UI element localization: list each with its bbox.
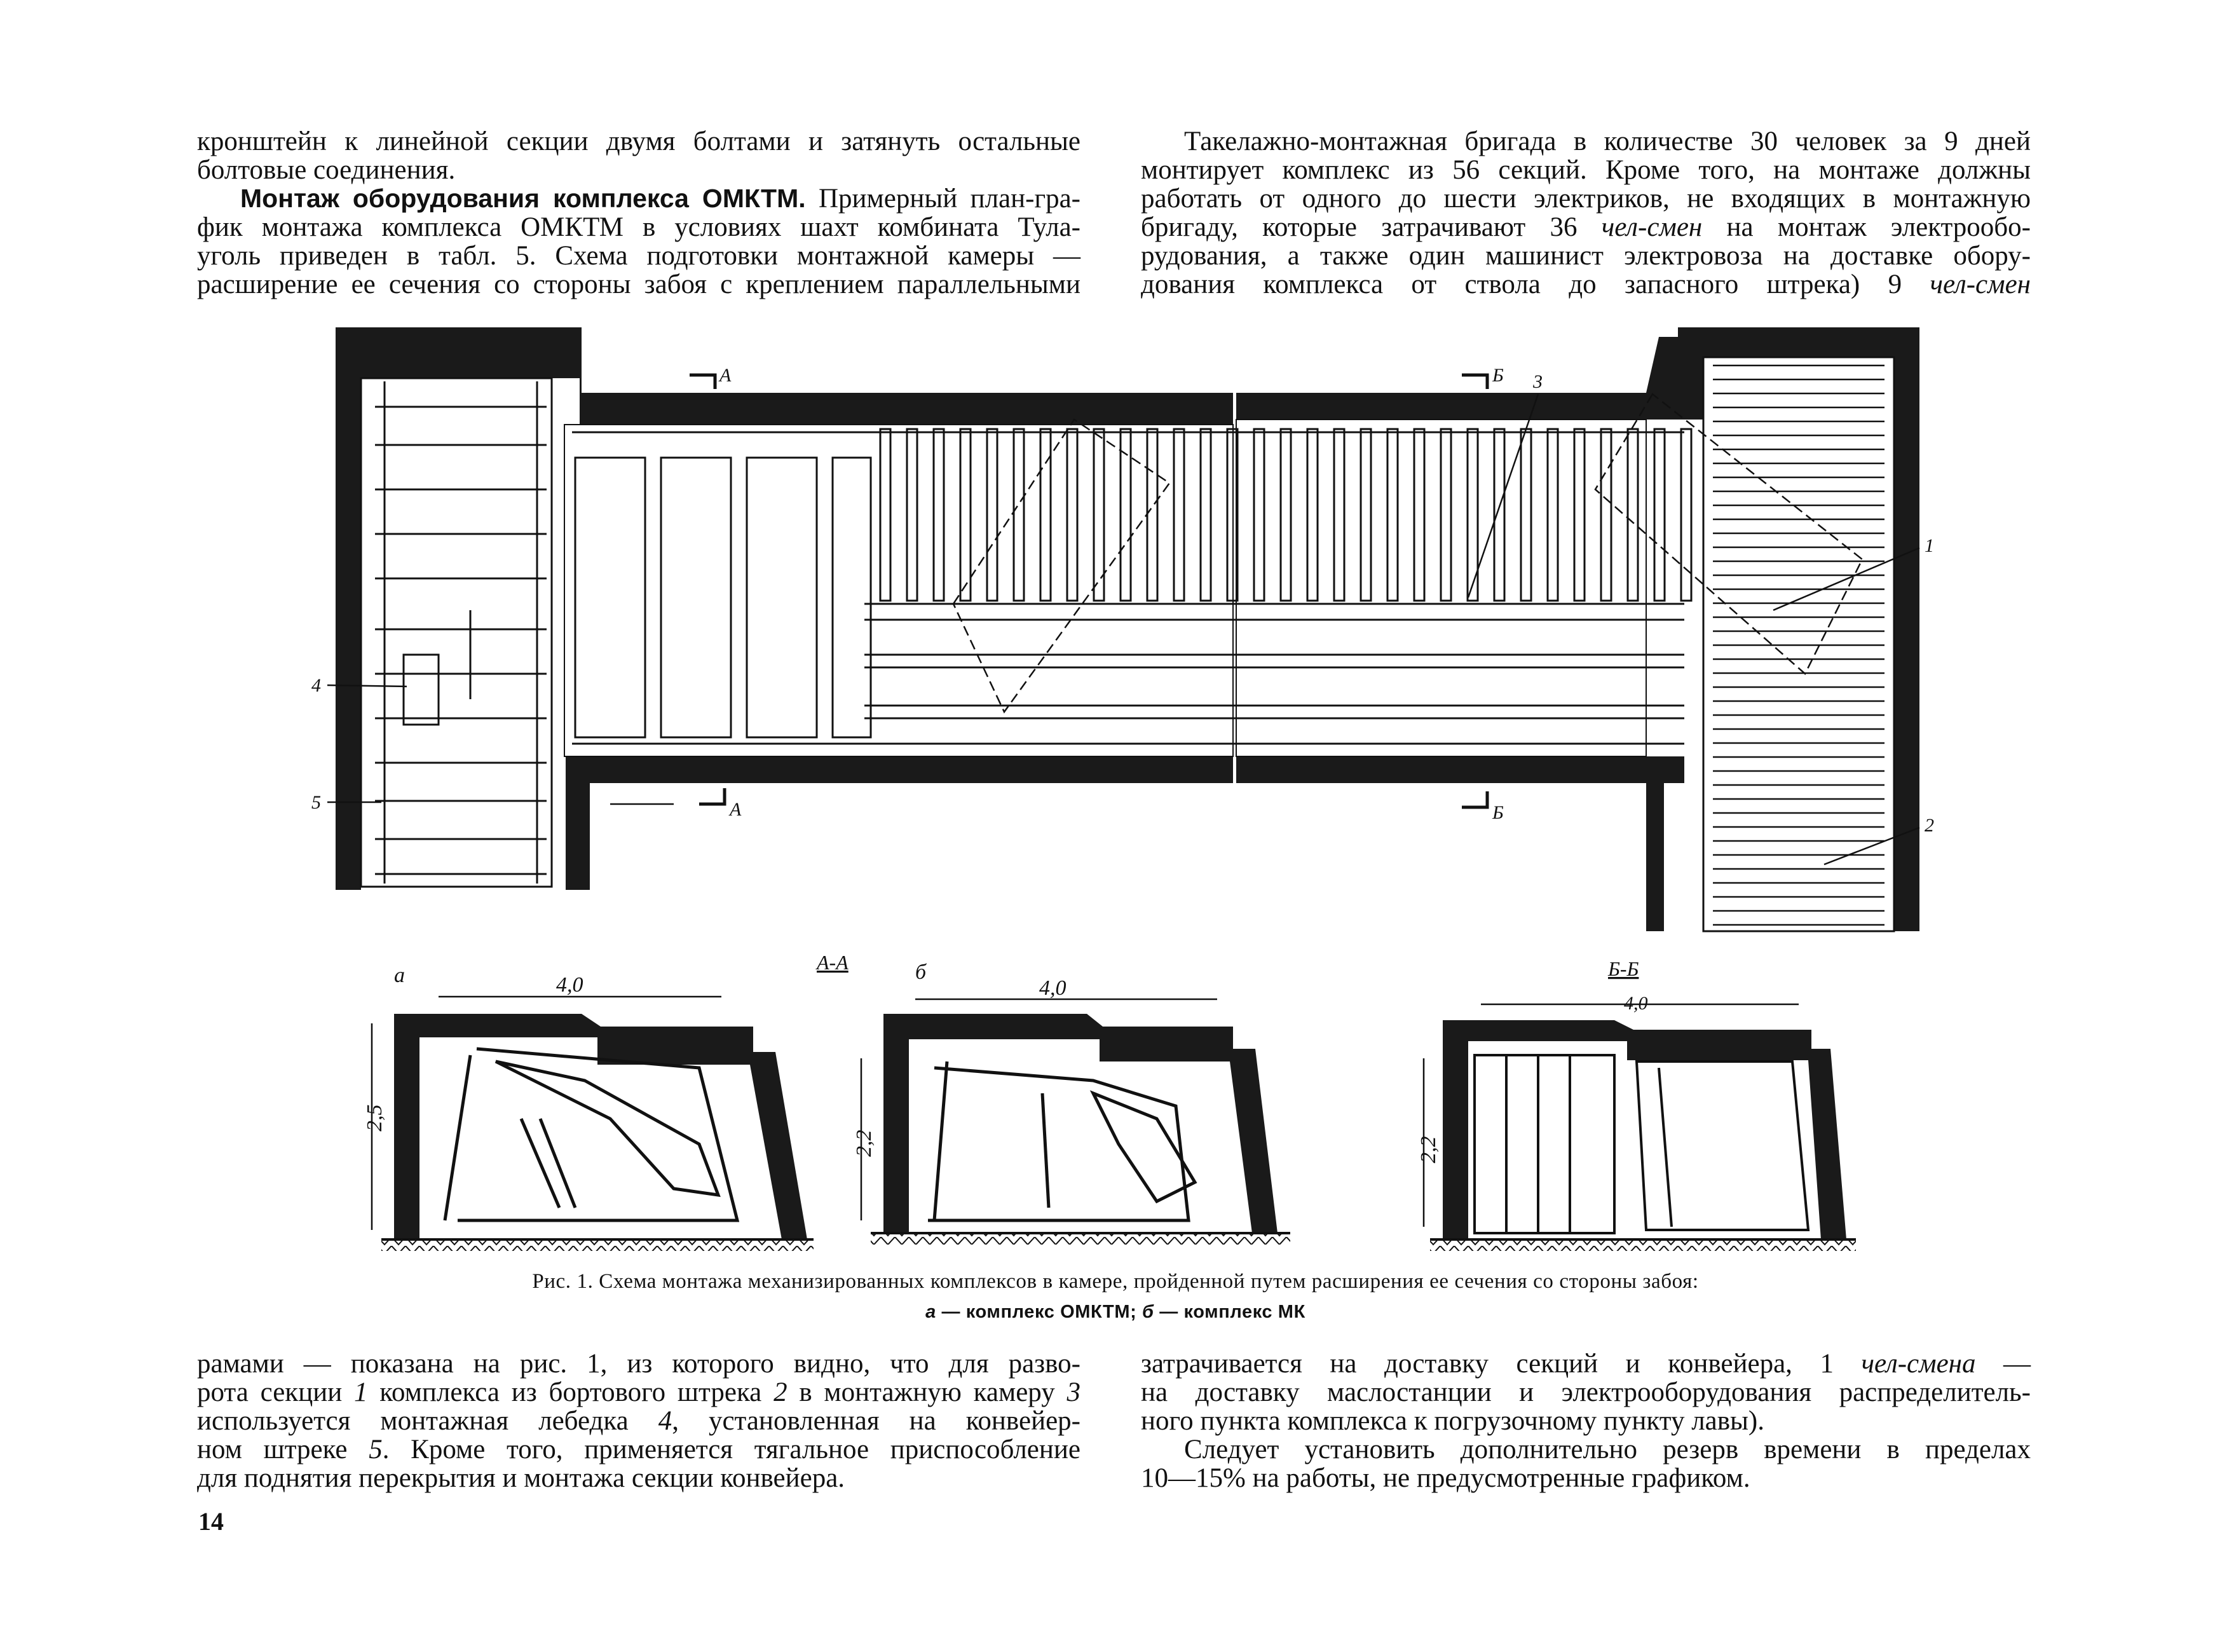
support-prop (1387, 429, 1398, 601)
text-run: — (1975, 1349, 2031, 1379)
support-prop (1281, 429, 1291, 601)
section-mark-a: А (719, 365, 732, 386)
support-props (880, 429, 1691, 601)
support-prop (1681, 429, 1691, 601)
section-mark-b: Б (1492, 802, 1504, 823)
text-column-bottom-left (197, 1349, 1080, 1492)
section-title-bb: Б-Б (1608, 957, 1639, 980)
caption-text: — комплекс МК (1154, 1302, 1305, 1322)
paragraph-line: болтовые соединения. (197, 155, 456, 185)
section-bb-height: 2,2 (1417, 1136, 1440, 1163)
support-prop (1254, 429, 1264, 601)
italic-ref: 1 (354, 1377, 368, 1407)
run-in-heading: Монтаж оборудования комплекса ОМКТМ. (240, 184, 806, 213)
figure-caption (337, 1266, 1894, 1327)
support-prop (1414, 429, 1424, 601)
paragraph-line (197, 1378, 1080, 1407)
callout-2: 2 (1925, 815, 1934, 836)
section-bb-width: 4,0 (1624, 993, 1648, 1014)
paragraph-line: Такелажно-монтажная бригада в количестве 30 человек за 9 дней (1184, 126, 2031, 156)
paragraph-line (197, 1435, 1080, 1464)
paragraph-line: для поднятия перекрытия и монтажа секции конвейера. (197, 1463, 845, 1493)
support-prop (1601, 429, 1611, 601)
paragraph-line: кронштейн к линейной секции двумя болтами и затянуть остальные (197, 126, 1080, 156)
section-mark-b: Б (1492, 365, 1504, 386)
text-run: ном штреке (197, 1435, 369, 1464)
italic-ref: 2 (774, 1377, 787, 1407)
text-run: дования комплекса от ствола до запасного штрека) 9 (1141, 270, 1930, 299)
italic-ref: 4 (658, 1406, 672, 1436)
text-run: рота секции (197, 1377, 355, 1407)
section-a-height: 2,5 (363, 1104, 386, 1131)
text-column-bottom-right (1141, 1349, 2031, 1492)
section-b-width: 4,0 (1039, 976, 1067, 1000)
text-run: используется монтажная лебедка (197, 1406, 658, 1436)
support-prop (1574, 429, 1585, 601)
callout-1: 1 (1925, 535, 1934, 556)
plan-outline-left (336, 327, 1233, 887)
text-run: бригаду, которые затрачивают 36 (1141, 212, 1602, 242)
paragraph-line: расширение ее сечения со стороны забоя с креплением параллельными (197, 270, 1080, 299)
support-prop (1201, 429, 1211, 601)
text-run: комплекса из бортового штрека (367, 1377, 774, 1407)
paragraph-line: монтирует комплекс из 56 секций. Кроме того, на монтаже должны (1141, 155, 2031, 185)
section-a-letter: а (394, 964, 405, 987)
support-prop (1548, 429, 1558, 601)
support-prop (1654, 429, 1665, 601)
callout-3: 3 (1533, 371, 1543, 392)
text-run: затрачивается на доставку секций и конвейера, 1 (1141, 1349, 1862, 1379)
section-a-width: 4,0 (556, 973, 583, 997)
text-run: , установленная на конвейер- (672, 1406, 1080, 1436)
support-prop (987, 429, 997, 601)
support-prop (1361, 429, 1371, 601)
paragraph-line: Следует установить дополнительно резерв времени в пределах (1184, 1435, 2031, 1464)
support-prop (1067, 429, 1077, 601)
page-number: 14 (198, 1507, 224, 1536)
italic-term: чел-смен (1601, 212, 1703, 242)
support-prop (1174, 429, 1184, 601)
caption-legend (337, 1297, 1894, 1327)
paragraph-line (197, 1407, 1080, 1435)
italic-term: чел-смен (1930, 270, 2031, 299)
text-run: на монтаж электрообо- (1702, 212, 2031, 242)
section-title-aa: А-А (817, 951, 849, 974)
cross-section-a (363, 964, 814, 1251)
support-prop (934, 429, 944, 601)
paragraph-line: рамами — показана на рис. 1, из которого видно, что для разво- (197, 1349, 1080, 1379)
support-prop (1441, 429, 1451, 601)
plan-outline-right-bottom (1236, 756, 1684, 931)
support-prop (1014, 429, 1024, 601)
plan-outline-left-bottom (336, 756, 1233, 890)
section-b-letter: б (915, 960, 927, 984)
italic-term: чел-смена (1861, 1349, 1976, 1379)
callout-5: 5 (311, 792, 321, 813)
paragraph-line: рудования, а также один машинист электровоза на доставке обору- (1141, 241, 2031, 271)
section-b-height: 2,2 (852, 1130, 876, 1157)
italic-ref: 5 (369, 1435, 383, 1464)
support-prop (907, 429, 917, 601)
paragraph-line: фик монтажа комплекса ОМКТМ в условиях шахт комбината Тула- (197, 212, 1080, 242)
support-prop (1334, 429, 1344, 601)
paragraph-line: работать от одного до шести электриков, не входящих в монтажную (1141, 184, 2031, 214)
support-prop (1307, 429, 1318, 601)
paragraph-line: на доставку маслостанции и электрооборудования распределитель- (1141, 1377, 2031, 1407)
caption-letter: б (1142, 1302, 1154, 1322)
paragraph-line (1141, 1349, 2031, 1378)
support-prop (1521, 429, 1531, 601)
caption-text: — комплекс ОМКТМ; (936, 1302, 1143, 1322)
paragraph-text: Примерный план-гра- (805, 184, 1080, 214)
text-run: в монтажную камеру (787, 1377, 1067, 1407)
paragraph-line: уголь приведен в табл. 5. Схема подготовки монтажной камеры — (197, 241, 1080, 271)
support-prop (1040, 429, 1051, 601)
cross-section-b (852, 960, 1290, 1245)
support-prop (880, 429, 890, 601)
support-prop (1628, 429, 1638, 601)
paragraph-line: 10—15% на работы, не предусмотренные графиком. (1141, 1463, 1750, 1493)
italic-ref: 3 (1067, 1377, 1081, 1407)
caption-letter: а (925, 1302, 936, 1322)
support-prop (960, 429, 971, 601)
plan-view (311, 327, 1934, 931)
callout-4: 4 (311, 675, 321, 696)
cross-section-bb (1417, 993, 1856, 1251)
caption-main: Рис. 1. Схема монтажа механизированных комплексов в камере, пройденной путем расширения ее сечения со стороны забоя: (532, 1270, 1699, 1293)
section-mark-a: А (730, 799, 742, 820)
paragraph-line: ного пункта комплекса к погрузочному пункту лавы). (1141, 1406, 1765, 1436)
support-prop (1147, 429, 1157, 601)
text-run: . Кроме того, применяется тягальное приспособление (382, 1435, 1080, 1464)
